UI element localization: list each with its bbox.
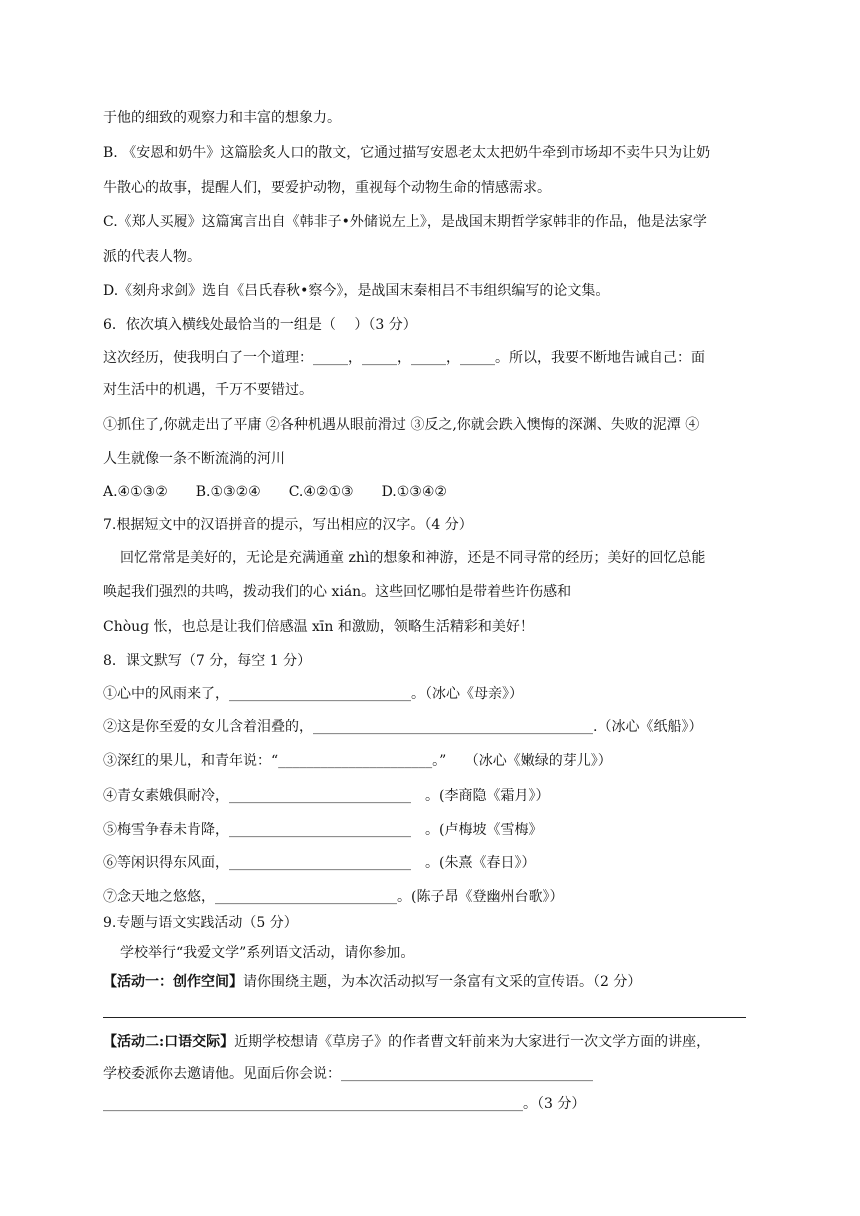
option-c-line-2: 派的代表人物。 — [103, 249, 201, 265]
question-7-title: 7.根据短文中的汉语拼音的提示，写出相应的汉字。（4 分） — [103, 517, 473, 533]
option-b-line-1: B. 《安恩和奶牛》这篇脍炙人口的散文，它通过描写安恩老太太把奶牛牵到市场却不卖牛只为让奶 — [103, 145, 711, 161]
activity-1-prompt — [103, 972, 641, 992]
question-6-passage-2: 对生活中的机遇，千万不要错过。 — [103, 382, 313, 398]
activity-2-prompt-1 — [103, 1032, 710, 1052]
recitation-2: ②这是你至爱的女儿含着泪叠的，________________________________________.（冰心《纸船》） — [103, 719, 703, 735]
question-9-title: 9.专题与语文实践活动（5 分） — [103, 915, 298, 931]
question-7-passage-1: 回忆常常是美好的，无论是充满通童 zhì的想象和神游，还是不同寻常的经历；美好的回忆总能 — [120, 550, 706, 566]
question-6-sentences-2: 人生就像一条不断流淌的河川 — [103, 451, 285, 467]
activity-1-text: 请你围绕主题，为本次活动拟写一条富有文采的宣传语。（2 分） — [243, 974, 642, 990]
activity-2-text: 近期学校想请《草房子》的作者曹文轩前来为大家进行一次文学方面的讲座， — [234, 1034, 711, 1050]
activity-1-answer-line — [103, 1017, 746, 1018]
activity-2-heading: 【活动二:口语交际】 — [103, 1034, 235, 1050]
recitation-3: ③深红的果儿，和青年说：“______________________。” （冰心《嫩绿的芽儿》） — [103, 753, 612, 769]
recitation-4: ④青女素娥俱耐冷，__________________________ 。(李商隐《霜月》） — [103, 788, 550, 804]
question-7-passage-3: Chòuɡ 怅，也总是让我们倍感温 xīn 和激励，领略生活精彩和美好！ — [103, 619, 534, 635]
activity-2-answer-line: ____________________________________________________________。（3 分） — [103, 1096, 586, 1112]
question-7-passage-2: 唤起我们强烈的共鸣，拨动我们的心 xián。这些回忆哪怕是带着些许伤感和 — [103, 584, 572, 600]
question-8-title: 8．课文默写（7 分，每空 1 分） — [103, 653, 312, 669]
recitation-6: ⑥等闲识得东风面，__________________________ 。(朱熹《春日》） — [103, 855, 536, 871]
question-6-sentences-1: ①抓住了,你就走出了平庸 ②各种机遇从眼前滑过 ③反之,你就会跌入懊悔的深渊、失败的泥潭 ④ — [103, 417, 700, 433]
activity-2-prompt-2: 学校委派你去邀请他。见面后你会说：____________________________________ — [103, 1066, 593, 1082]
option-b-line-2: 牛散心的故事，提醒人们，要爱护动物，重视每个动物生命的情感需求。 — [103, 180, 551, 196]
question-6-title: 6．依次填入横线处最恰当的一组是（ ）（3 分） — [103, 317, 417, 333]
activity-1-heading: 【活动一：创作空间】 — [103, 974, 243, 990]
option-c-line-1: C.《郑人买履》这篇寓言出自《韩非子•外储说左上》，是战国末期哲学家韩非的作品，他是法家学 — [103, 214, 707, 230]
recitation-7: ⑦念天地之悠悠，__________________________。(陈子昂《登幽州台歌》） — [103, 889, 564, 905]
recitation-5: ⑤梅雪争春未肯降，__________________________ 。(卢梅坡《雪梅》 — [103, 822, 543, 838]
option-d-line: D.《刻舟求剑》选自《吕氏春秋•察今》，是战国末秦相吕不韦组织编写的论文集。 — [103, 283, 610, 299]
question-9-intro: 学校举行“我爱文学”系列语文活动，请你参加。 — [120, 945, 415, 961]
option-a-continuation: 于他的细致的观察力和丰富的想象力。 — [103, 110, 341, 126]
question-6-choices: A.④①③② B.①③②④ C.④②①③ D.①③④② — [103, 484, 447, 500]
question-6-passage-1: 这次经历，使我明白了一个道理：_____，_____，_____，_____。所以，我要不断地告诫自己：面 — [103, 350, 705, 366]
recitation-1: ①心中的风雨来了，__________________________。（冰心《母亲》） — [103, 686, 523, 702]
